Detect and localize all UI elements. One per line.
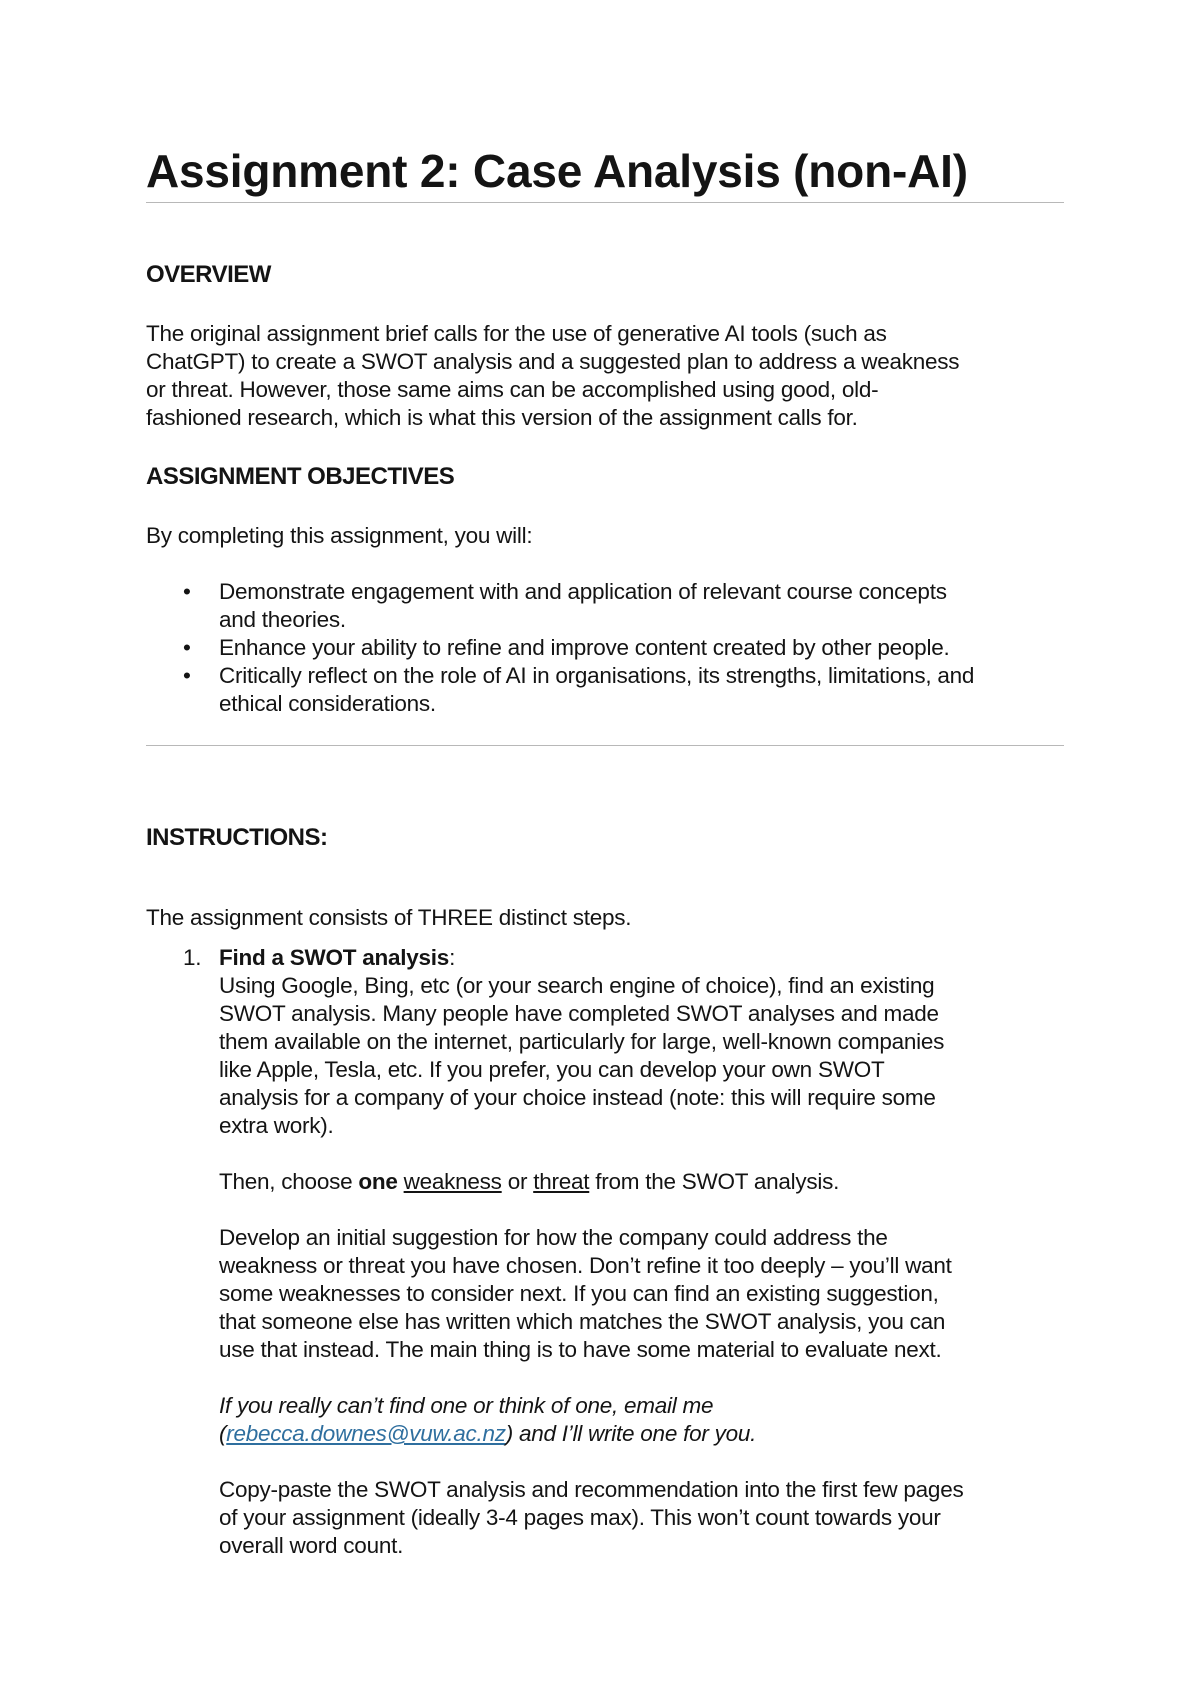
overview-paragraph: [146, 320, 1064, 432]
step-paragraph-line: Develop an initial suggestion for how the company could address the: [219, 1225, 888, 1250]
choose-instruction: Then, choose one weakness or threat from the SWOT analysis.: [219, 1169, 840, 1194]
step-paragraph-line: like Apple, Tesla, etc. If you prefer, you can develop your own SWOT: [219, 1057, 885, 1082]
objectives-list: [146, 578, 1064, 718]
overview-line: or threat. However, those same aims can be accomplished using good, old-: [146, 377, 879, 402]
overview-heading: OVERVIEW: [146, 261, 271, 288]
step-number: 1.: [183, 945, 202, 970]
step-paragraph-line: Copy-paste the SWOT analysis and recommendation into the first few pages: [219, 1477, 964, 1502]
step-paragraph-line: SWOT analysis. Many people have completed SWOT analyses and made: [219, 1001, 939, 1026]
title-divider: [146, 202, 1064, 203]
step-paragraph-line: that someone else has written which matches the SWOT analysis, you can: [219, 1309, 946, 1334]
overview-line: ChatGPT) to create a SWOT analysis and a suggested plan to address a weakness: [146, 349, 960, 374]
objectives-intro: By completing this assignment, you will:: [146, 523, 533, 548]
bullet-icon: •: [183, 579, 191, 604]
step-paragraph-line: some weaknesses to consider next. If you can find an existing suggestion,: [219, 1281, 939, 1306]
instructions-heading: INSTRUCTIONS:: [146, 824, 328, 851]
bullet-icon: •: [183, 663, 191, 688]
instructions-intro: The assignment consists of THREE distinct steps.: [146, 905, 632, 930]
overview-line: fashioned research, which is what this version of the assignment calls for.: [146, 405, 858, 430]
help-note-email-line: (rebecca.downes@vuw.ac.nz) and I’ll write one for you.: [219, 1421, 757, 1446]
list-item: • Demonstrate engagement with and application of relevant course concepts and theories.: [183, 579, 947, 632]
list-item: • Enhance your ability to refine and improve content created by other people.: [183, 635, 950, 660]
step-paragraph-line: extra work).: [219, 1113, 334, 1138]
bullet-icon: •: [183, 635, 191, 660]
step-paragraph-line: analysis for a company of your choice instead (note: this will require some: [219, 1085, 936, 1110]
help-note: If you really can’t find one or think of one, email me: [219, 1393, 714, 1418]
step-paragraph-line: overall word count.: [219, 1533, 404, 1558]
step-paragraph-line: weakness or threat you have chosen. Don’t refine it too deeply – you’ll want: [219, 1253, 952, 1278]
step-paragraph-line: Using Google, Bing, etc (or your search engine of choice), find an existing: [219, 973, 935, 998]
step-title: Find a SWOT analysis:: [219, 945, 456, 970]
step-body: [219, 944, 1064, 1560]
objectives-heading: ASSIGNMENT OBJECTIVES: [146, 463, 455, 490]
list-item: • Critically reflect on the role of AI in organisations, its strengths, limitations, and ethical considerations.: [183, 663, 975, 716]
overview-line: The original assignment brief calls for the use of generative AI tools (such as: [146, 321, 887, 346]
step-paragraph-line: use that instead. The main thing is to have some material to evaluate next.: [219, 1337, 942, 1362]
email-link[interactable]: rebecca.downes@vuw.ac.nz: [226, 1421, 506, 1446]
section-divider: [146, 745, 1064, 746]
step-paragraph-line: of your assignment (ideally 3-4 pages max). This won’t count towards your: [219, 1505, 941, 1530]
step-paragraph-line: them available on the internet, particularly for large, well-known companies: [219, 1029, 945, 1054]
document-title: Assignment 2: Case Analysis (non-AI): [146, 145, 968, 197]
